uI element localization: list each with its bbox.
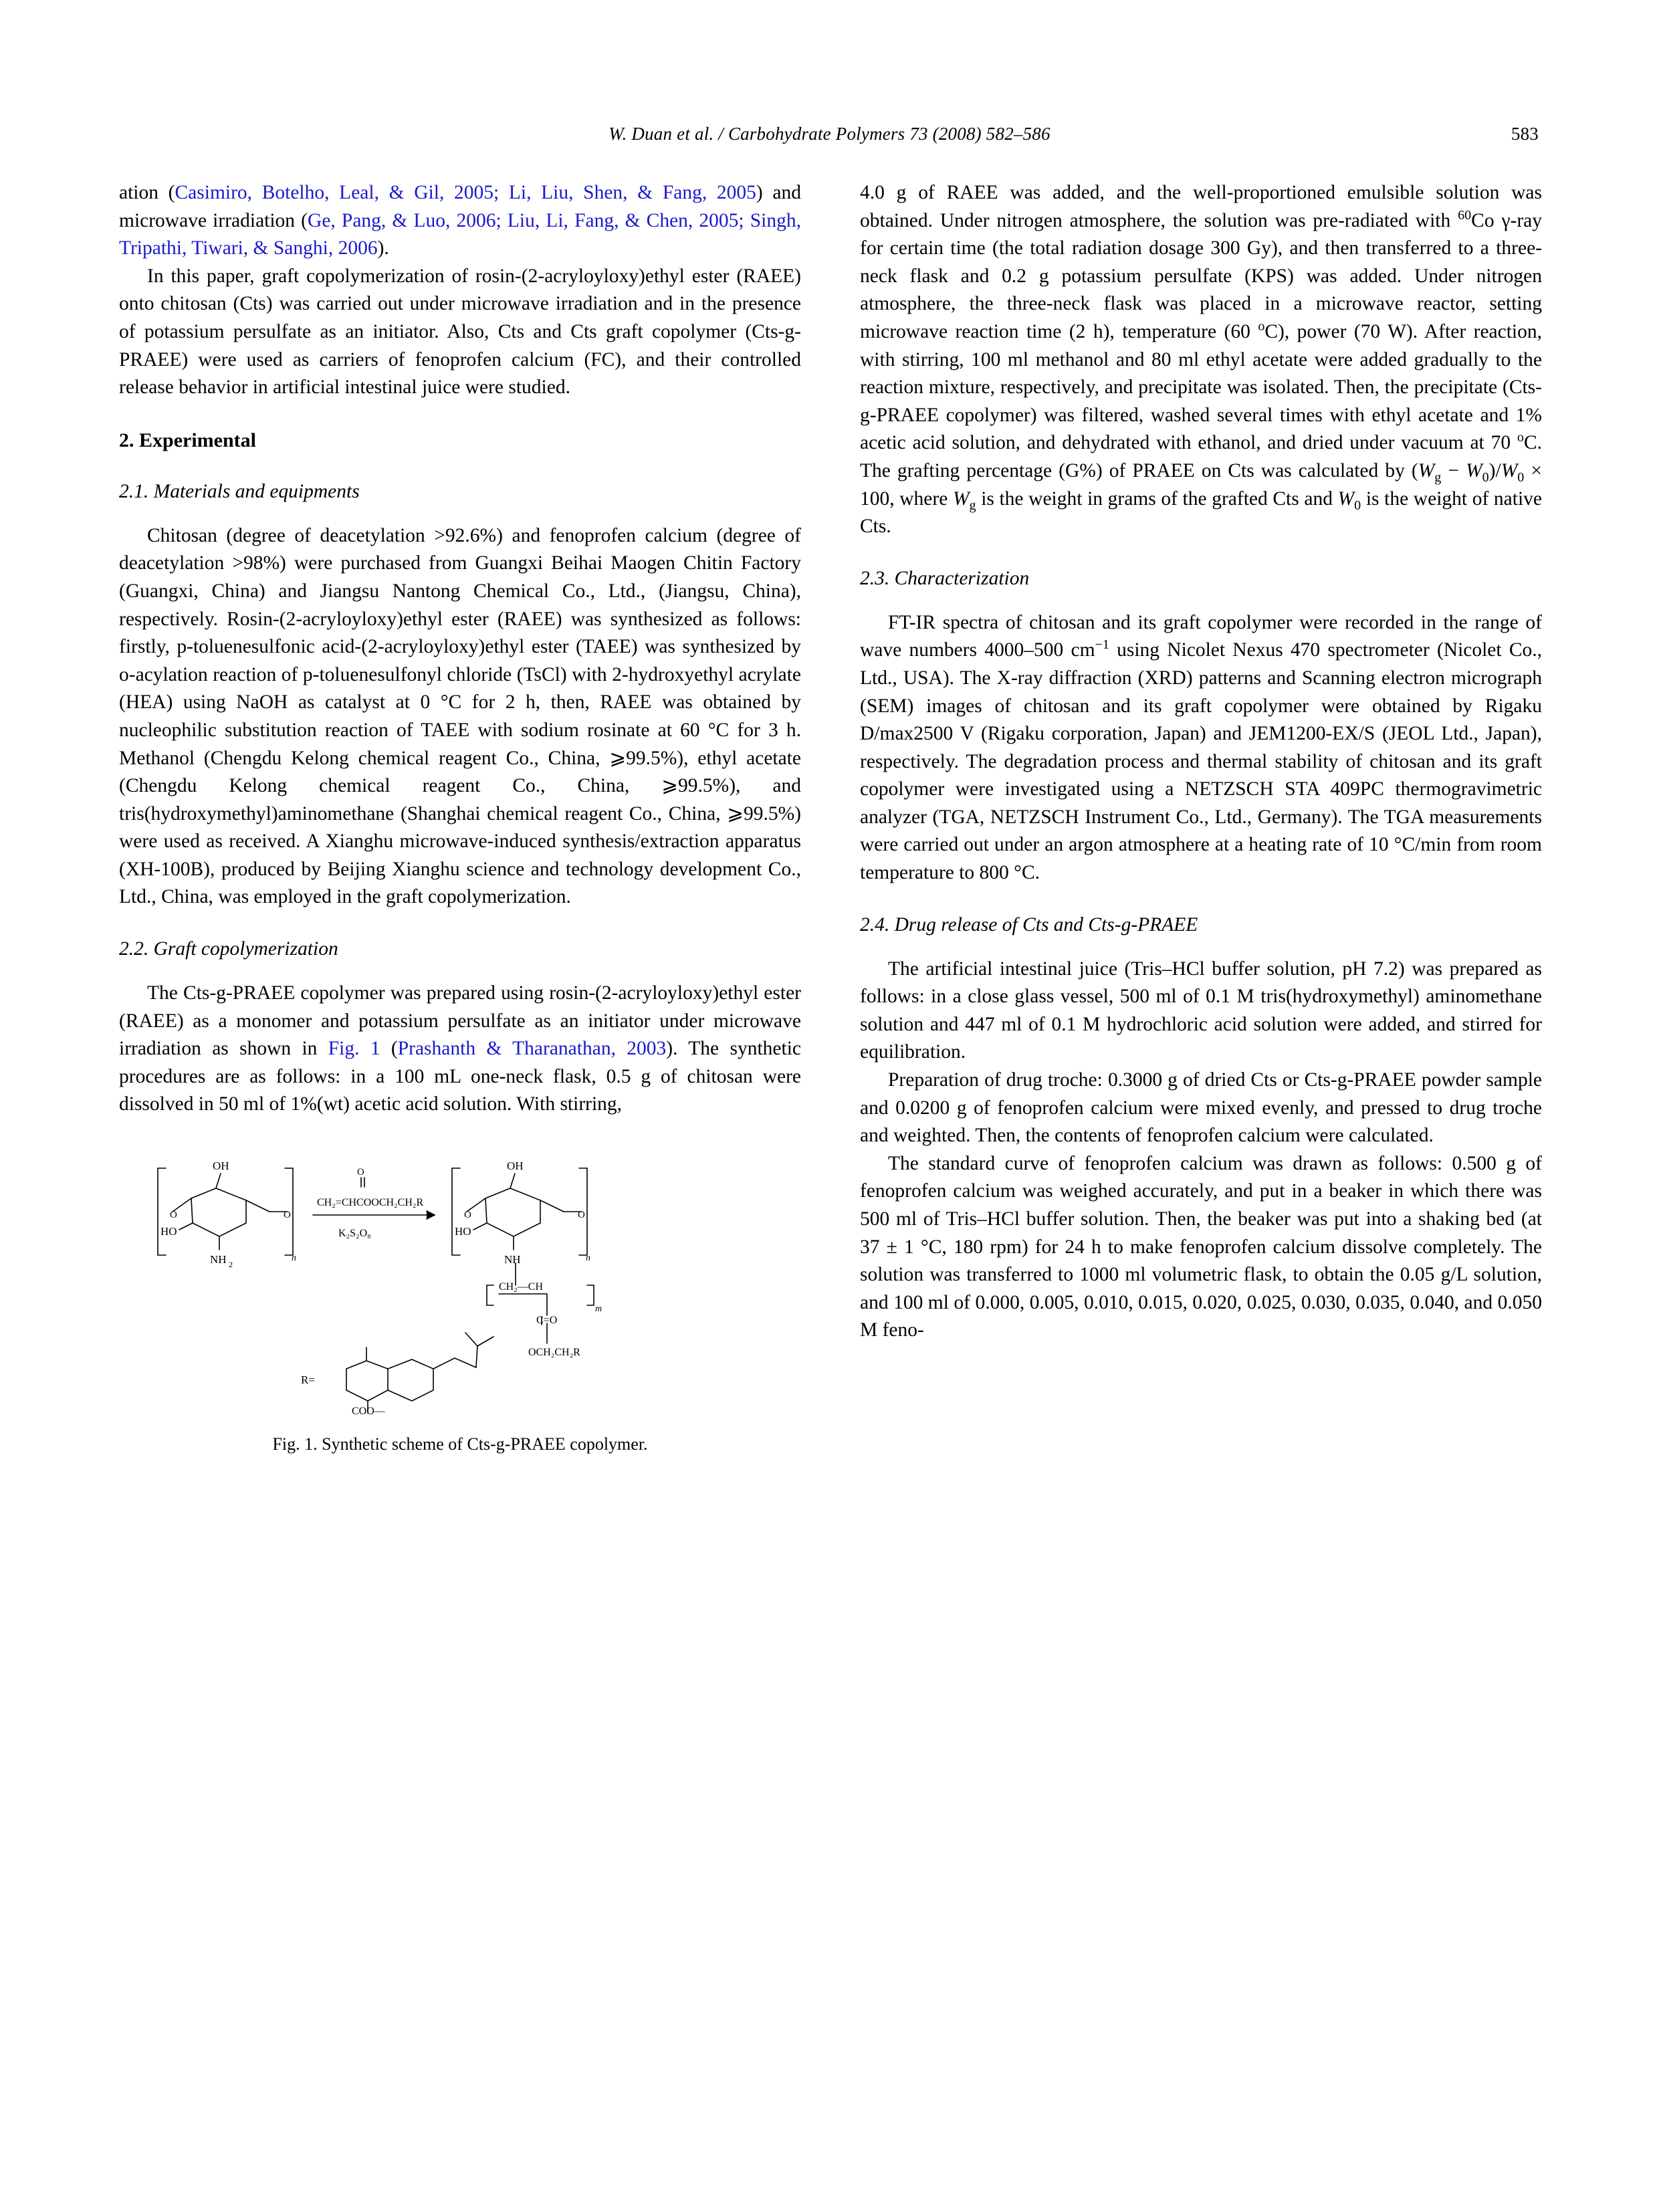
label-o-carbonyl: O bbox=[357, 1167, 364, 1178]
heading-21-materials: 2.1. Materials and equipments bbox=[119, 480, 360, 502]
label-chain-repeat: CH₂—CH bbox=[499, 1281, 544, 1293]
graft-text-c: ). The synthetic procedures are as follows: in a 100 mL one-neck flask, 0.5 g of chitosan were dissolved in 50 ml of 1%(wt) acetic acid solution. With stirring, bbox=[119, 1038, 801, 1115]
label-oh-right: OH bbox=[507, 1159, 524, 1173]
label-nh2-sub: 2 bbox=[229, 1260, 233, 1270]
citation-link-2[interactable]: Ge, Pang, & Luo, 2006; Liu, Li, Fang, & Chen, 2005; Singh, Tripathi, Tiwari, & Sanghi, 2006 bbox=[119, 209, 801, 259]
label-o-ring-left: O bbox=[170, 1210, 177, 1221]
label-o-link-left: O bbox=[284, 1210, 291, 1221]
label-oh-left: OH bbox=[213, 1159, 229, 1173]
label-ester-chain: OCH₂CH₂R bbox=[528, 1347, 580, 1359]
label-m: m bbox=[595, 1304, 602, 1315]
label-ho-right: HO bbox=[455, 1225, 471, 1238]
intro-text-b: ) and microwave irradiation ( bbox=[119, 182, 802, 231]
heading-24-drug-release: 2.4. Drug release of Cts and Cts-g-PRAEE bbox=[860, 913, 1198, 935]
intro-text-a: ation ( bbox=[119, 182, 175, 203]
paragraph-materials: Chitosan (degree of deacetylation >92.6%) and fenoprofen calcium (degree of deacetylation >98%) were purchased from Guangxi Beihai Maogen Chitin Factory (Guangxi, China) and Jiangsu Nantong Chemical Co., Ltd., (Jiangsu, China), respectively. Rosin-(2-acryloyloxy)ethyl ester (RAEE) was synthesized as follows: firstly, p-toluenesulfonic acid-(2-acryloyloxy)ethyl ester (TAEE) was synthesized by o-acylation reaction of p-toluenesulfonyl chloride (TsCl) with 2-hydroxyethyl acrylate (HEA) using NaOH as catalyst at 0 °C for 2 h, then, RAEE was obtained by nucleophilic substitution reaction of TAEE with sodium rosinate at 60 °C for 3 h. Methanol (Chengdu Kelong chemical reagent Co., China, ⩾99.5%), ethyl acetate (Chengdu Kelong chemical reagent Co., China, ⩾99.5%), and tris(hydroxymethyl)aminomethane (Shanghai chemical reagent Co., China, ⩾99.5%) were used as received. A Xianghu microwave-induced synthesis/extraction apparatus (XH-100B), produced by Beijing Xianghu science and technology development Co., Ltd., China, was employed in the graft copolymerization. bbox=[119, 524, 801, 908]
paragraph-intro-continued bbox=[119, 179, 801, 263]
heading-23-characterization: 2.3. Characterization bbox=[860, 567, 1030, 589]
heading-2-experimental: 2. Experimental bbox=[119, 429, 256, 451]
label-o-ring-right: O bbox=[464, 1210, 471, 1221]
label-nh2: NH bbox=[210, 1253, 227, 1266]
figure-reference-link[interactable]: Fig. 1 bbox=[328, 1038, 380, 1060]
intro-text-c: ). bbox=[377, 237, 389, 259]
paragraph-graft bbox=[119, 980, 801, 1119]
graft-text-b: ( bbox=[380, 1038, 398, 1060]
figure-1-caption: Fig. 1. Synthetic scheme of Cts-g-PRAEE copolymer. bbox=[272, 1434, 648, 1454]
label-n-right: n bbox=[586, 1253, 590, 1264]
right-column bbox=[860, 179, 1542, 1345]
left-column bbox=[119, 179, 801, 1456]
label-nh-right: NH bbox=[504, 1253, 521, 1266]
paragraph-artificial-juice: The artificial intestinal juice (Tris–HCl buffer solution, pH 7.2) was prepared as follows: in a close glass vessel, 500 ml of 0.1 M tris(hydroxymethyl) aminomethane solution and 447 ml of 0.1 M hydrochloric acid solution were added, and stirred for equilibration. bbox=[860, 958, 1542, 1063]
label-r-group: R= bbox=[301, 1373, 315, 1387]
paragraph-drug-troche: Preparation of drug troche: 0.3000 g of dried Cts or Cts-g-PRAEE powder sample and 0.0200 g of fenoprofen calcium were mixed evenly, and pressed to drug troche and weighted. Then, the contents of fenoprofen calcium were calculated. bbox=[860, 1069, 1542, 1147]
label-reagent-initiator: K₂S₂O₈ bbox=[338, 1228, 371, 1240]
label-carbonyl: C=O bbox=[536, 1315, 558, 1327]
paragraph-this-paper: In this paper, graft copolymerization of rosin-(2-acryloyloxy)ethyl ester (RAEE) onto chitosan (Cts) was carried out under microwave irradiation and in the presence of potassium persulfate as an initiator. Also, Cts and Cts graft copolymer (Cts-g-PRAEE) were used as carriers of fenoprofen calcium (FC), and their controlled release behavior in artificial intestinal juice were studied. bbox=[119, 265, 801, 399]
page-number: 583 bbox=[1511, 124, 1539, 144]
paragraph-characterization: FT-IR spectra of chitosan and its graft copolymer were recorded in the range of wave numbers 4000–500 $cm^{-1}$ using Nicolet Nexus 470 spectrometer (Nicolet Co., Ltd., USA). The X-ray diffraction (XRD) patterns and Scanning electron micrograph (SEM) images of chitosan and its graft copolymer were obtained by Rigaku D/max2500 V (Rigaku corporation, Japan) and JEM1200-EX/S (JEOL Ltd., Japan), respectively. The degradation process and thermal stability of chitosan and its graft copolymer were investigated using a NETZSCH STA 409PC thermogravimetric analyzer (TGA, NETZSCH Instrument Co., Ltd., Germany). The TGA measurements were carried out under an argon atmosphere at a heating rate of 10 °C/min from room temperature to 800 °C. bbox=[860, 611, 1542, 884]
label-coo: COO— bbox=[352, 1406, 385, 1416]
running-head bbox=[120, 124, 1539, 150]
paragraph-reaction-continued: 4.0 g of RAEE was added, and the well-proportioned emulsible solution was obtained. Under nitrogen atmosphere, the solution was pre-radiated with $^{60}$Co γ-ray for certain time (the total radiation dosage 300 Gy), and then transferred to a three-neck flask and 0.2 g potassium persulfate (KPS) was added. Under nitrogen atmosphere, the three-neck flask was placed in a microwave reactor, setting microwave reaction time (2 h), temperature (60 $^o$C), power (70 W). After reaction, with stirring, 100 ml methanol and 80 ml ethyl acetate were added gradually to the reaction mixture, respectively, and precipitate was isolated. Then, the precipitate (Cts-g-PRAEE copolymer) was filtered, washed several times with ethyl acetate and 1% acetic acid solution, and dehydrated with ethanol, and dried under vacuum at 70 $^o$C. The grafting percentage (G%) of PRAEE on Cts was calculated by $(W_g - W_0)/W_0 \times 100$, where $W_g$ is the weight in grams of the grafted Cts and $W_0$ is the weight of native Cts. bbox=[860, 182, 1543, 538]
citation-link-1[interactable]: Casimiro, Botelho, Leal, & Gil, 2005; Li, Liu, Shen, & Fang, 2005 bbox=[175, 182, 756, 203]
heading-22-graft-copolymerization: 2.2. Graft copolymerization bbox=[119, 938, 338, 960]
figure-1 bbox=[119, 1148, 801, 1456]
label-o-link-right: O bbox=[578, 1210, 585, 1221]
two-column-body bbox=[119, 179, 1542, 1456]
label-n-left: n bbox=[292, 1253, 296, 1264]
label-ho-left: HO bbox=[160, 1225, 177, 1238]
running-head-title: W. Duan et al. / Carbohydrate Polymers 73 (2008) 582–586 bbox=[609, 124, 1050, 144]
citation-link-3[interactable]: Prashanth & Tharanathan, 2003 bbox=[397, 1038, 667, 1060]
label-reagent-monomer: CH₂=CHCOOCH₂CH₂R bbox=[317, 1197, 424, 1209]
paragraph-standard-curve: The standard curve of fenoprofen calcium was drawn as follows: 0.500 g of fenoprofen calcium was weighed accurately, and put in a beaker in which there was 500 ml of Tris–HCl buffer solution. Then, the beaker was put into a shaking bed (at 37 ± 1 °C, 180 rpm) for 24 h to make fenoprofen calcium dissolve completely. The solution was transferred to 1000 ml volumetric flask, to obtain the 0.05 g/L solution, and 100 ml of 0.000, 0.005, 0.010, 0.015, 0.020, 0.025, 0.030, 0.035, 0.040, and 0.050 M feno- bbox=[860, 1152, 1542, 1341]
graft-text-a: The Cts-g-PRAEE copolymer was prepared using rosin-(2-acryloyloxy)ethyl ester (RAEE) as a monomer and potassium persulfate as an initiator under microwave irradiation as shown in bbox=[119, 982, 801, 1060]
figure-1-scheme-svg bbox=[146, 1148, 774, 1416]
